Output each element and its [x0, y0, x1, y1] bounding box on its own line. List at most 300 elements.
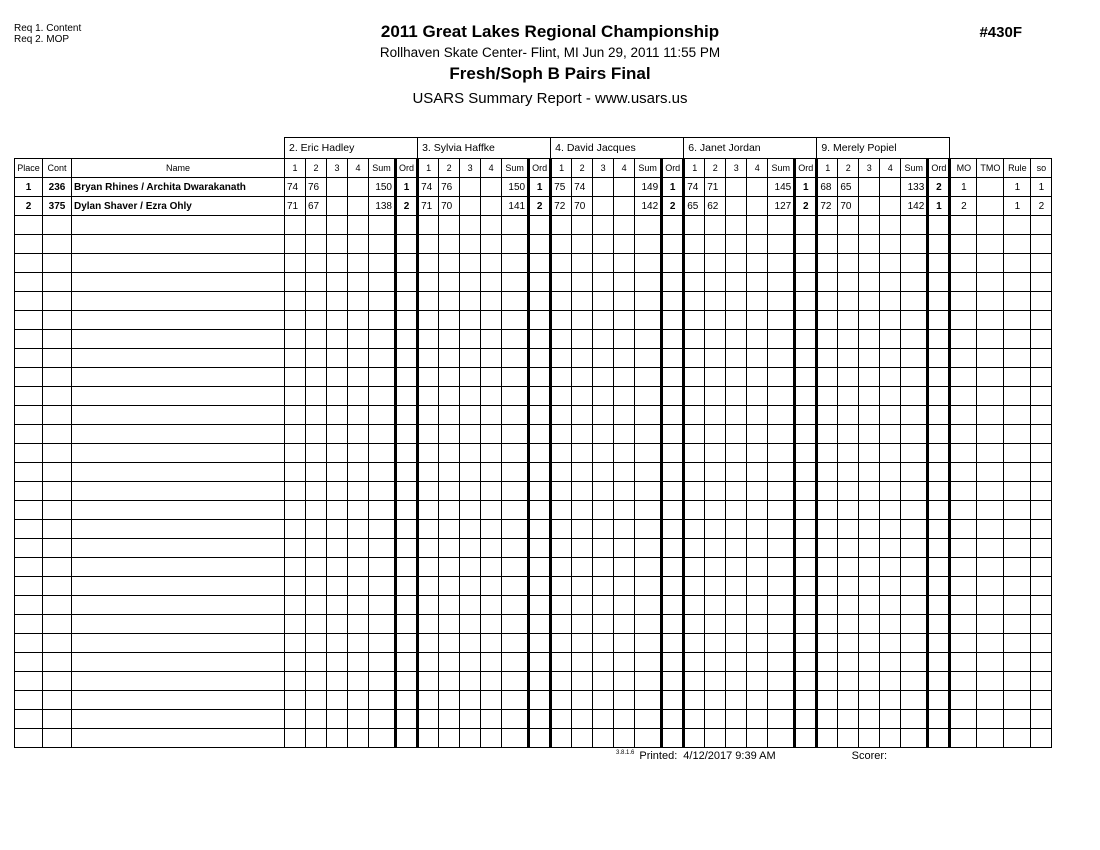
score-cell: [726, 387, 747, 406]
ord-cell: [928, 368, 950, 387]
score-cell: [460, 216, 481, 235]
score-cell: [418, 216, 439, 235]
so-cell: [1031, 577, 1052, 596]
score-cell: [747, 197, 768, 216]
cont-cell: [43, 273, 72, 292]
ord-cell: [396, 349, 418, 368]
score-cell: [705, 254, 726, 273]
score-cell: [747, 349, 768, 368]
sum-cell: [635, 330, 662, 349]
score-cell: [593, 710, 614, 729]
score-cell: [418, 596, 439, 615]
score-cell: [747, 311, 768, 330]
ord-cell: [928, 672, 950, 691]
score-cell: [838, 349, 859, 368]
score-cell: [593, 349, 614, 368]
empty-row: [15, 501, 1052, 520]
score-cell: [551, 539, 572, 558]
place-cell: [15, 615, 43, 634]
score-cell: [614, 216, 635, 235]
ord-cell: [529, 387, 551, 406]
score-cell: [551, 330, 572, 349]
ord-cell: [795, 463, 817, 482]
sum-cell: [369, 311, 396, 330]
score-cell: [593, 406, 614, 425]
score-cell: [817, 558, 838, 577]
sum-cell: [502, 501, 529, 520]
score-cell: [880, 482, 901, 501]
tmo-cell: [977, 710, 1004, 729]
sum-cell: [369, 463, 396, 482]
sum-cell: [369, 577, 396, 596]
score-cell: [439, 691, 460, 710]
score-cell: [439, 406, 460, 425]
so-cell: [1031, 444, 1052, 463]
mo-cell: [950, 425, 977, 444]
cont-cell: [43, 615, 72, 634]
score-cell: [481, 577, 502, 596]
score-cell: [838, 672, 859, 691]
sum-cell: [635, 710, 662, 729]
score-cell: [572, 311, 593, 330]
score-cell: [439, 235, 460, 254]
table-row: [15, 197, 1052, 216]
ord-cell: [529, 653, 551, 672]
score-cell: [838, 539, 859, 558]
so-cell: [1031, 615, 1052, 634]
score-cell: [859, 710, 880, 729]
score-cell: [327, 520, 348, 539]
sum-cell: [768, 672, 795, 691]
score-cell: [593, 197, 614, 216]
name-cell: [72, 482, 285, 501]
score-cell: [460, 672, 481, 691]
rule-cell: [1004, 425, 1031, 444]
score-cell: 65: [838, 178, 859, 197]
sum-cell: [369, 349, 396, 368]
score-cell: [726, 634, 747, 653]
score-cell: [705, 672, 726, 691]
score-cell: [747, 273, 768, 292]
ord-cell: [928, 691, 950, 710]
judge-header: 3. Sylvia Haffke: [418, 138, 551, 159]
score-cell: [481, 520, 502, 539]
sum-cell: [635, 539, 662, 558]
score-cell: [859, 520, 880, 539]
score-cell: [880, 691, 901, 710]
tmo-cell: [977, 691, 1004, 710]
score-cell: [348, 197, 369, 216]
event-number: #430F: [979, 24, 1022, 41]
ord-cell: [662, 444, 684, 463]
place-cell: [15, 463, 43, 482]
sum-cell: [901, 520, 928, 539]
ord-cell: [529, 558, 551, 577]
tmo-cell: [977, 178, 1004, 197]
venue-line: Rollhaven Skate Center- Flint, MI Jun 29, 2011 11:55 PM: [379, 45, 721, 60]
ord-cell: [529, 292, 551, 311]
mo-cell: 2: [950, 197, 977, 216]
score-cell: [859, 387, 880, 406]
ord-cell: 2: [795, 197, 817, 216]
req-line-2: Req 2. MOP: [14, 34, 70, 45]
name-cell: [72, 292, 285, 311]
judge-header: 6. Janet Jordan: [684, 138, 817, 159]
sum-cell: [901, 558, 928, 577]
score-cell: [880, 311, 901, 330]
score-cell: [859, 349, 880, 368]
score-cell: [838, 482, 859, 501]
score-cell: [348, 330, 369, 349]
score-cell: 70: [572, 197, 593, 216]
score-cell: [747, 615, 768, 634]
score-cell: [481, 406, 502, 425]
sum-cell: [502, 558, 529, 577]
rule-cell: [1004, 672, 1031, 691]
score-cell: [859, 634, 880, 653]
ord-cell: [928, 292, 950, 311]
ord-cell: [396, 406, 418, 425]
score-cell: [306, 254, 327, 273]
ord-cell: 2: [396, 197, 418, 216]
ord-cell: [928, 615, 950, 634]
sum-cell: [369, 368, 396, 387]
score-cell: [439, 273, 460, 292]
score-cell: [838, 577, 859, 596]
place-cell: [15, 368, 43, 387]
ord-cell: [396, 691, 418, 710]
sum-cell: [768, 444, 795, 463]
score-cell: [306, 558, 327, 577]
score-cell: [747, 577, 768, 596]
sum-cell: [768, 406, 795, 425]
ord-cell: [396, 729, 418, 748]
score-cell: 72: [551, 197, 572, 216]
score-cell: [460, 615, 481, 634]
cont-cell: [43, 653, 72, 672]
score-cell: [705, 273, 726, 292]
score-cell: [439, 539, 460, 558]
cont-cell: [43, 710, 72, 729]
place-cell: [15, 691, 43, 710]
score-cell: [572, 273, 593, 292]
score-cell: [327, 406, 348, 425]
ord-cell: 1: [928, 197, 950, 216]
report-version: 3.8.1.6: [616, 750, 635, 756]
score-cell: [684, 368, 705, 387]
score-cell: [859, 501, 880, 520]
name-cell: [72, 710, 285, 729]
score-cell: [285, 349, 306, 368]
score-cell: [684, 330, 705, 349]
rule-cell: [1004, 349, 1031, 368]
sum-cell: [369, 539, 396, 558]
ord-cell: [928, 235, 950, 254]
column-header: 2: [439, 159, 460, 178]
sum-cell: [768, 387, 795, 406]
score-cell: [705, 292, 726, 311]
ord-cell: [795, 501, 817, 520]
score-cell: [327, 615, 348, 634]
score-cell: [306, 444, 327, 463]
score-cell: [285, 577, 306, 596]
tmo-cell: [977, 482, 1004, 501]
score-cell: [684, 672, 705, 691]
score-cell: [306, 653, 327, 672]
ord-cell: [529, 520, 551, 539]
ord-cell: [396, 634, 418, 653]
score-cell: [614, 349, 635, 368]
sum-cell: [369, 520, 396, 539]
score-cell: [348, 311, 369, 330]
ord-cell: [928, 216, 950, 235]
score-cell: [838, 216, 859, 235]
score-cell: [460, 349, 481, 368]
score-cell: [726, 349, 747, 368]
score-cell: [460, 596, 481, 615]
score-cell: [880, 634, 901, 653]
sum-cell: [502, 368, 529, 387]
score-cell: [880, 254, 901, 273]
score-cell: [327, 634, 348, 653]
sum-cell: 141: [502, 197, 529, 216]
score-cell: [439, 368, 460, 387]
name-cell: [72, 425, 285, 444]
score-cell: [817, 368, 838, 387]
score-cell: [481, 235, 502, 254]
score-cell: [572, 539, 593, 558]
rule-cell: [1004, 729, 1031, 748]
ord-cell: [529, 406, 551, 425]
score-cell: [551, 254, 572, 273]
ord-cell: [396, 520, 418, 539]
ord-cell: [529, 235, 551, 254]
cont-cell: [43, 425, 72, 444]
score-cell: [439, 672, 460, 691]
score-cell: [614, 615, 635, 634]
mo-cell: [950, 653, 977, 672]
rule-cell: [1004, 634, 1031, 653]
name-cell: [72, 577, 285, 596]
score-cell: [747, 482, 768, 501]
sum-cell: [901, 482, 928, 501]
place-cell: [15, 558, 43, 577]
score-cell: [348, 254, 369, 273]
tmo-cell: [977, 406, 1004, 425]
score-cell: [593, 634, 614, 653]
rule-cell: [1004, 482, 1031, 501]
ord-cell: 1: [795, 178, 817, 197]
ord-cell: [928, 406, 950, 425]
sum-cell: [768, 653, 795, 672]
score-cell: [614, 558, 635, 577]
score-cell: [880, 387, 901, 406]
sum-cell: [369, 330, 396, 349]
score-cell: [838, 463, 859, 482]
ord-cell: 1: [662, 178, 684, 197]
mo-cell: [950, 273, 977, 292]
score-cell: [705, 482, 726, 501]
sum-cell: [502, 387, 529, 406]
name-cell: [72, 729, 285, 748]
score-cell: [327, 691, 348, 710]
cont-cell: [43, 368, 72, 387]
sum-cell: [768, 729, 795, 748]
cont-cell: [43, 539, 72, 558]
so-cell: [1031, 368, 1052, 387]
score-cell: [747, 710, 768, 729]
score-cell: [481, 292, 502, 311]
empty-row: [15, 216, 1052, 235]
name-cell: [72, 634, 285, 653]
ord-cell: [529, 596, 551, 615]
event-title: Fresh/Soph B Pairs Final: [449, 64, 651, 83]
name-cell: [72, 444, 285, 463]
score-cell: [859, 368, 880, 387]
ord-cell: [662, 710, 684, 729]
score-cell: [572, 463, 593, 482]
cont-cell: [43, 558, 72, 577]
score-cell: [817, 577, 838, 596]
so-cell: [1031, 406, 1052, 425]
name-cell: [72, 672, 285, 691]
rule-cell: [1004, 615, 1031, 634]
score-cell: [418, 254, 439, 273]
score-cell: [838, 235, 859, 254]
so-cell: [1031, 501, 1052, 520]
so-cell: [1031, 710, 1052, 729]
sum-cell: [635, 729, 662, 748]
score-cell: [306, 691, 327, 710]
name-cell: [72, 368, 285, 387]
tmo-cell: [977, 653, 1004, 672]
score-cell: [684, 691, 705, 710]
sum-cell: [502, 615, 529, 634]
score-cell: [747, 254, 768, 273]
score-cell: [880, 178, 901, 197]
tmo-cell: [977, 235, 1004, 254]
score-cell: [747, 729, 768, 748]
sum-cell: [635, 254, 662, 273]
score-cell: [705, 558, 726, 577]
score-cell: [551, 235, 572, 254]
score-cell: [817, 653, 838, 672]
score-cell: [838, 311, 859, 330]
score-cell: [747, 520, 768, 539]
score-cell: [481, 710, 502, 729]
rule-cell: [1004, 520, 1031, 539]
score-cell: [817, 501, 838, 520]
sum-cell: [635, 444, 662, 463]
score-cell: [705, 349, 726, 368]
empty-row: [15, 444, 1052, 463]
score-cell: [614, 406, 635, 425]
score-cell: [306, 330, 327, 349]
ord-cell: [396, 330, 418, 349]
so-cell: [1031, 539, 1052, 558]
score-cell: [481, 615, 502, 634]
printed-date: 4/12/2017 9:39 AM: [683, 750, 776, 762]
score-cell: 76: [439, 178, 460, 197]
score-cell: [726, 729, 747, 748]
tmo-cell: [977, 273, 1004, 292]
ord-cell: [662, 691, 684, 710]
ord-cell: [795, 425, 817, 444]
score-cell: [285, 634, 306, 653]
score-cell: [306, 482, 327, 501]
score-cell: [285, 406, 306, 425]
score-cell: [481, 634, 502, 653]
score-cell: [551, 216, 572, 235]
place-cell: [15, 425, 43, 444]
ord-cell: [795, 672, 817, 691]
score-cell: [439, 634, 460, 653]
score-cell: [593, 330, 614, 349]
sum-cell: [502, 482, 529, 501]
score-cell: [614, 653, 635, 672]
name-cell: [72, 235, 285, 254]
score-cell: [817, 463, 838, 482]
column-header: 3: [593, 159, 614, 178]
score-cell: [705, 311, 726, 330]
score-cell: [684, 710, 705, 729]
score-cell: [684, 216, 705, 235]
column-header: Cont: [43, 159, 72, 178]
score-cell: [614, 520, 635, 539]
score-cell: [859, 558, 880, 577]
score-cell: [481, 691, 502, 710]
so-cell: [1031, 330, 1052, 349]
score-cell: [439, 558, 460, 577]
rule-cell: [1004, 577, 1031, 596]
score-cell: [859, 254, 880, 273]
tmo-cell: [977, 292, 1004, 311]
score-cell: [705, 539, 726, 558]
place-cell: [15, 672, 43, 691]
sum-cell: 150: [502, 178, 529, 197]
score-cell: [859, 653, 880, 672]
score-cell: [439, 444, 460, 463]
mo-cell: [950, 463, 977, 482]
score-cell: [481, 558, 502, 577]
score-cell: [418, 368, 439, 387]
band-left-spacer: [15, 138, 285, 159]
mo-cell: [950, 634, 977, 653]
sum-cell: [901, 729, 928, 748]
ord-cell: [529, 425, 551, 444]
place-cell: [15, 482, 43, 501]
tmo-cell: [977, 254, 1004, 273]
sum-cell: [901, 254, 928, 273]
score-cell: [593, 311, 614, 330]
score-cell: [327, 178, 348, 197]
score-cell: [817, 672, 838, 691]
score-cell: [285, 615, 306, 634]
ord-cell: [396, 444, 418, 463]
mo-cell: 1: [950, 178, 977, 197]
score-cell: [348, 577, 369, 596]
sum-cell: [768, 292, 795, 311]
score-cell: [705, 330, 726, 349]
score-cell: [439, 577, 460, 596]
score-cell: [418, 463, 439, 482]
cont-cell: [43, 672, 72, 691]
sum-cell: [901, 463, 928, 482]
score-cell: [418, 311, 439, 330]
column-header: Sum: [369, 159, 396, 178]
score-cell: [551, 311, 572, 330]
score-cell: [684, 615, 705, 634]
